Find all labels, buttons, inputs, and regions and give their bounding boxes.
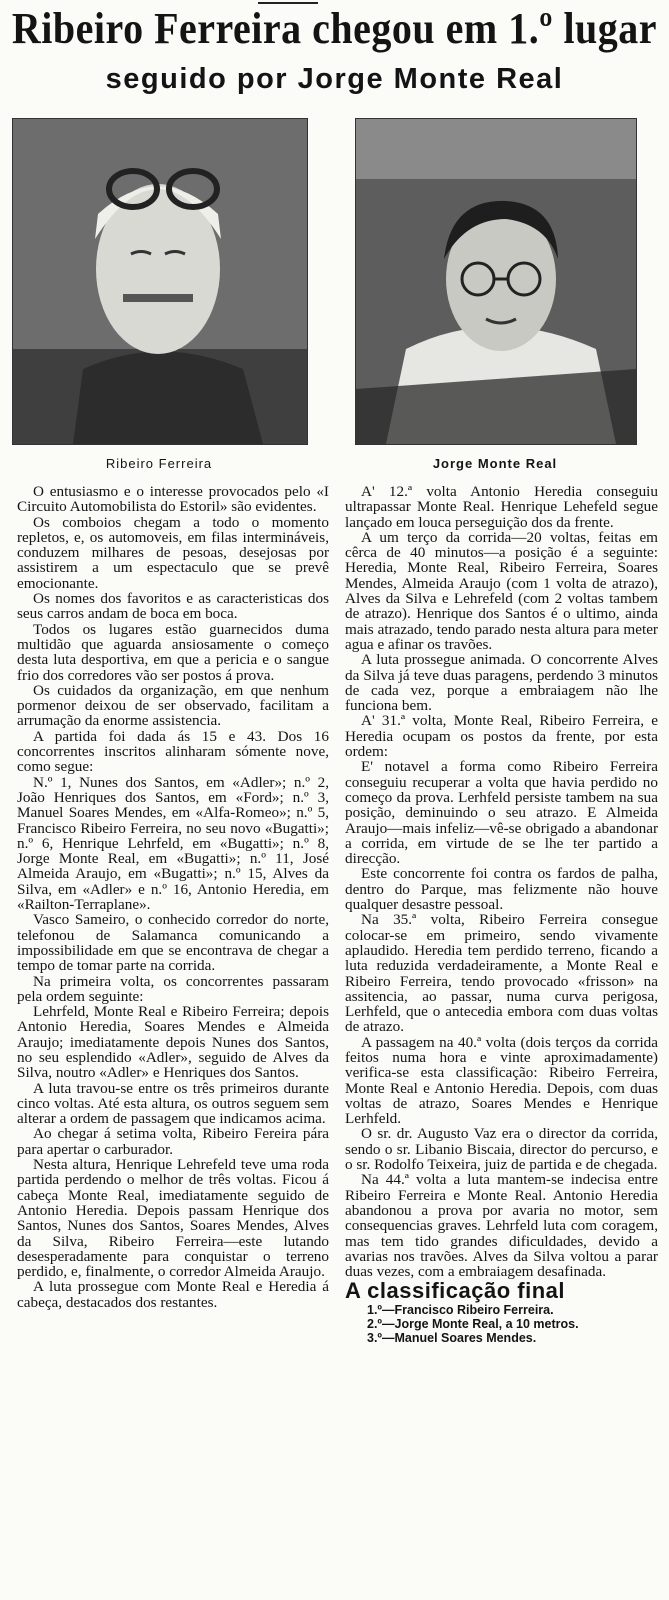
article-paragraph: A luta travou-se entre os três primeiros durante cinco voltas. Até esta altura, os outros seguem sem alterar a ordem de passagem que indicamos acima. (17, 1079, 329, 1128)
final-classification-title: A classificação final (345, 1278, 566, 1304)
article-paragraph: Todos os lugares estão guarnecidos duma multidão que aguarda ansiosamente o começo desta luta desportiva, em que a pericia e o sangue frio dos corredores vão ser postos á prova. (17, 620, 329, 684)
article-paragraph: Os cuidados da organização, em que nenhum pormenor deixou de ser observado, facilitam a arrumação da enorme assistencia. (17, 681, 329, 730)
article-paragraph: Nesta altura, Henrique Lehrefeld teve uma roda partida perdendo o melhor de três voltas. Ficou á cabeça Monte Real, imediatamente seguido de Antonio Heredia. Depois passam Henrique dos Santos, Nunes dos Santos, Soares Mendes, Alves da Silva, Ribeiro Ferreira—este lutando desesperadamente para conquistar o terreno perdido, e, finalmente, o corredor Almeida Araujo. (17, 1156, 329, 1281)
article-paragraph: A passagem na 40.ª volta (dois terços da corrida feitos numa hora e vinte aproximadamente) verifica-se esta classificação: Ribeiro Ferreira, Monte Real e Antonio Heredia. Depois, com duas voltas de atrazo, Soares Mendes e Henrique Lerhfeld. (345, 1033, 658, 1128)
article-column-left (17, 484, 329, 1310)
photo-caption-right: Jorge Monte Real (432, 456, 558, 471)
article-paragraph: Na 44.ª volta a luta mantem-se indecisa entre Ribeiro Ferreira e Monte Real. Antonio Heredia abandonou a prova por avaria no motor, sem consequencias graves. Lehrfeld luta com coragem, mas tem tido grandes dificuldades, devido a avarias nos travões. Alves da Silva voltou a parar duas vezes, com a embraiagem desafinada. (345, 1171, 658, 1281)
article-paragraph: A luta prossegue com Monte Real e Heredia á cabeça, destacados dos restantes. (17, 1278, 329, 1311)
final-classification-list (345, 1303, 658, 1345)
photo-jorge-monte-real (355, 118, 637, 445)
result-item: 2.º—Jorge Monte Real, a 10 metros. (367, 1317, 579, 1332)
article-paragraph: O entusiasmo e o interesse provocados pelo «I Circuito Automobilista do Estoril» são evidentes. (17, 483, 329, 516)
article-column-right (345, 484, 658, 1345)
article-paragraph: A um terço da corrida—20 voltas, feitas em cêrca de 40 minutos—a posição é a seguinte: Heredia, Monte Real, Ribeiro Ferreira, Soares Mendes, Almeida Araujo (com 1 volta de atrazo), Alves da Silva e Lehrefeld (com 2 voltas tambem de atrazo). Henrique dos Santos é o ultimo, ainda mais atrazado, tendo parado nesta altura para meter agua e afinar os travões. (345, 528, 658, 653)
article-paragraph: Este concorrente foi contra os fardos de palha, dentro do Parque, mas felizmente não houve qualquer desastre pessoal. (345, 865, 658, 914)
page-headline: Ribeiro Ferreira chegou em 1.º lugar (11, 2, 658, 54)
article-paragraph: Ao chegar á setima volta, Ribeiro Fereira pára para apertar o carburador. (17, 1125, 329, 1158)
article-paragraph: O sr. dr. Augusto Vaz era o director da corrida, sendo o sr. Libanio Biscaia, director do percurso, e o sr. Rodolfo Teixeira, juiz de partida e de chegada. (345, 1125, 658, 1174)
article-paragraph: Na 35.ª volta, Ribeiro Ferreira consegue colocar-se em primeiro, sendo vivamente aplaudido. Heredia tem perdido terreno, ficando a luta reduzida verdadeiramente, a Monte Real e Ribeiro Ferreira, tendo provocado «frisson» na assitencia, ao passar, numa curva perigosa, Lerhfeld, que o antecedia embora com duas voltas de atrazo. (345, 911, 658, 1036)
article-paragraph: A' 31.ª volta, Monte Real, Ribeiro Ferreira, e Heredia ocupam os postos da frente, por esta ordem: (345, 712, 658, 761)
result-item: 3.º—Manuel Soares Mendes. (367, 1331, 537, 1346)
result-item: 1.º—Francisco Ribeiro Ferreira. (367, 1303, 554, 1318)
article-paragraph: Na primeira volta, os concorrentes passaram pela ordem seguinte: (17, 972, 329, 1005)
article-paragraph: Os nomes dos favoritos e as caracteristicas dos seus carros andam de boca em boca. (17, 590, 329, 623)
article-paragraph: Vasco Sameiro, o conhecido corredor do norte, telefonou de Salamanca comunicando a impossibilidade em que se encontrava de chegar a tempo de tomar parte na corrida. (17, 911, 329, 975)
article-paragraph: Lehrfeld, Monte Real e Ribeiro Ferreira; depois Antonio Heredia, Soares Mendes e Almeida Araujo; imediatamente depois Nunes dos Santos, no seu esplendido «Adler», seguido de Alves da Silva, noutro «Adler» e Henriques dos Santos. (17, 1003, 329, 1082)
article-paragraph: A partida foi dada ás 15 e 43. Dos 16 concorrentes inscritos alinharam sómente nove, como segue: (17, 727, 329, 776)
article-paragraph: A' 12.ª volta Antonio Heredia conseguiu ultrapassar Monte Real. Henrique Lehefeld segue lançado em louca perseguição dos da frente. (345, 483, 658, 531)
article-paragraph: E' notavel a forma como Ribeiro Ferreira conseguiu recuperar a volta que havia perdido no começo da prova. Lerhfeld persiste tambem na sua posição, deminuindo o seu atrazo. E Almeida Araujo—mais infeliz—vê-se obrigado a abandonar a corrida, em virtude de se lhe ter partido a direcção. (345, 758, 658, 868)
photo-caption-left: Ribeiro Ferreira (105, 456, 213, 471)
article-paragraph: Os comboios chegam a todo o momento repletos, e, os automoveis, em filas intermináveis, conduzem milhares de pesoas, desejosas por assistirem a um espectaculo que se prevê emocionante. (17, 513, 329, 592)
page-subheadline: seguido por Jorge Monte Real (105, 63, 564, 95)
photo-ribeiro-ferreira (12, 118, 308, 445)
article-paragraph: N.º 1, Nunes dos Santos, em «Adler»; n.º 2, João Henriques dos Santos, em «Ford»; n.º 3, Manuel Soares Mendes, em «Alfa-Romeo»; n.º 5, Francisco Ribeiro Ferreira, no seu novo «Bugatti»; n.º 6, Henrique Lehrfeld, em «Bugatti»; n.º 8, Jorge Monte Real, em «Bugatti»; n.º 11, José Almeida Araujo, em «Bugatti»; n.º 15, Alves da Silva, em «Adler» e n.º 16, Antonio Heredia, em «Railton-Terraplane». (17, 773, 329, 914)
article-paragraph: A luta prossegue animada. O concorrente Alves da Silva já teve duas paragens, perdendo 3 minutos de cada vez, porque a embraiagem não lhe funciona bem. (345, 651, 658, 715)
